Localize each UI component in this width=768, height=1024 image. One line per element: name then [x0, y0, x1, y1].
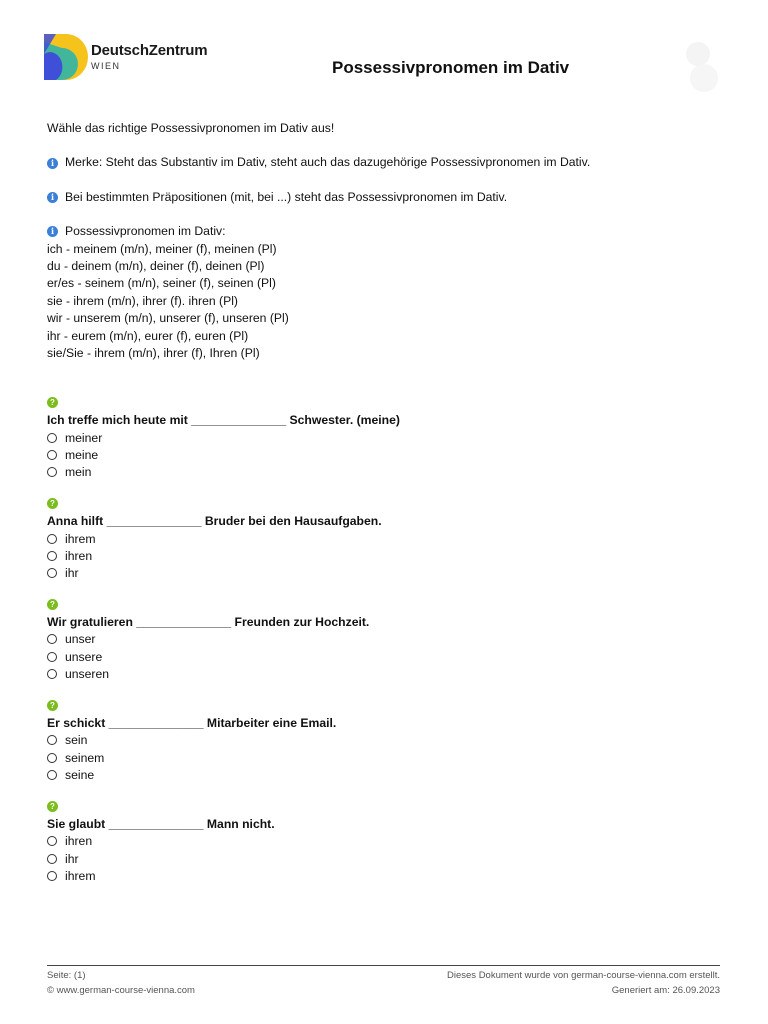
option-label: unseren	[65, 667, 110, 682]
radio-button[interactable]	[47, 450, 57, 460]
note-line: er/es - seinem (m/n), seiner (f), seinen (Pl)	[47, 276, 276, 291]
option-label: ihr	[65, 851, 79, 866]
question-text: Anna hilft ______________ Bruder bei den Hausaufgaben.	[47, 513, 382, 528]
question-text: Wir gratulieren ______________ Freunden zur Hochzeit.	[47, 614, 370, 629]
page-header	[0, 0, 768, 100]
question-item	[47, 397, 727, 481]
option-label: seine	[65, 767, 95, 782]
note-text: Merke: Steht das Substantiv im Dativ, steht auch das dazugehörige Possessivpronomen im Dativ.	[65, 155, 591, 170]
intro-text: Wähle das richtige Possessivpronomen im Dativ aus!	[47, 121, 335, 135]
note-line: wir - unserem (m/n), unserer (f), unseren (Pl)	[47, 311, 289, 326]
radio-button[interactable]	[47, 433, 57, 443]
question-item	[47, 498, 727, 582]
radio-button[interactable]	[47, 735, 57, 745]
watermark-icon	[672, 38, 724, 98]
copyright-text: © www.german-course-vienna.com	[47, 984, 195, 996]
option-label: unser	[65, 632, 96, 647]
note-first-line	[47, 154, 727, 171]
note-line: du - deinem (m/n), deiner (f), deinen (Pl)	[47, 259, 265, 274]
info-note	[47, 223, 727, 362]
option-label: ihrem	[65, 531, 96, 546]
radio-button[interactable]	[47, 770, 57, 780]
option-label: ihr	[65, 566, 79, 581]
question-item	[47, 700, 727, 784]
info-icon: i	[47, 192, 58, 203]
radio-button[interactable]	[47, 836, 57, 846]
answer-option[interactable]	[47, 732, 727, 749]
page-number: Seite: (1)	[47, 970, 86, 981]
answer-option[interactable]	[47, 547, 727, 564]
radio-button[interactable]	[47, 871, 57, 881]
answer-option[interactable]	[47, 446, 727, 463]
brand-name: DeutschZentrum	[91, 42, 208, 59]
option-label: mein	[65, 465, 92, 480]
answer-option[interactable]	[47, 749, 727, 766]
radio-button[interactable]	[47, 669, 57, 679]
note-text: Possessivpronomen im Dativ:	[65, 224, 226, 239]
note-line: ihr - eurem (m/n), eurer (f), euren (Pl)	[47, 328, 249, 343]
option-label: ihren	[65, 834, 93, 849]
note-line: sie - ihrem (m/n), ihrer (f). ihren (Pl)	[47, 293, 238, 308]
option-label: unsere	[65, 649, 103, 664]
info-icon: i	[47, 226, 58, 237]
page-footer	[47, 965, 720, 996]
answer-option[interactable]	[47, 867, 727, 884]
answer-option[interactable]	[47, 665, 727, 682]
answer-option[interactable]	[47, 648, 727, 665]
radio-button[interactable]	[47, 467, 57, 477]
note-text: Bei bestimmten Präpositionen (mit, bei ...) steht das Possessivpronomen im Dativ.	[65, 189, 508, 204]
question-mark-icon: ?	[47, 397, 58, 408]
question-mark-icon: ?	[47, 599, 58, 610]
notes-list	[47, 154, 727, 362]
info-icon: i	[47, 158, 58, 169]
created-by-text: Dieses Dokument wurde von german-course-vienna.com erstellt.	[447, 970, 720, 981]
answer-option[interactable]	[47, 766, 727, 783]
answer-option[interactable]	[47, 564, 727, 581]
question-text: Ich treffe mich heute mit ______________ Schwester. (meine)	[47, 413, 400, 427]
note-line: ich - meinem (m/n), meiner (f), meinen (Pl)	[47, 241, 277, 256]
answer-option[interactable]	[47, 850, 727, 867]
brand-subtitle: WIEN	[91, 61, 121, 71]
note-line: sie/Sie - ihrem (m/n), ihrer (f), Ihren (Pl)	[47, 346, 260, 361]
radio-button[interactable]	[47, 753, 57, 763]
question-item	[47, 801, 727, 885]
radio-button[interactable]	[47, 551, 57, 561]
answer-option[interactable]	[47, 631, 727, 648]
option-label: ihren	[65, 548, 93, 563]
note-first-line	[47, 189, 727, 206]
option-label: meiner	[65, 430, 103, 445]
info-note	[47, 154, 727, 171]
answer-option[interactable]	[47, 429, 727, 446]
document-title: Possessivpronomen im Dativ	[332, 58, 570, 77]
footer-left	[47, 969, 195, 998]
option-label: seinem	[65, 750, 105, 765]
question-text: Sie glaubt ______________ Mann nicht.	[47, 816, 275, 831]
question-mark-icon: ?	[47, 700, 58, 711]
questions-list	[47, 397, 727, 901]
question-mark-icon: ?	[47, 498, 58, 509]
answer-option[interactable]	[47, 833, 727, 850]
radio-button[interactable]	[47, 534, 57, 544]
answer-option[interactable]	[47, 464, 727, 481]
question-mark-icon: ?	[47, 801, 58, 812]
answer-option[interactable]	[47, 530, 727, 547]
option-label: ihrem	[65, 868, 96, 883]
note-first-line	[47, 223, 727, 240]
question-item	[47, 599, 727, 683]
instructions	[47, 120, 727, 379]
radio-button[interactable]	[47, 568, 57, 578]
radio-button[interactable]	[47, 854, 57, 864]
info-note	[47, 189, 727, 206]
radio-button[interactable]	[47, 652, 57, 662]
generated-date: Generiert am: 26.09.2023	[611, 984, 720, 996]
deutschzentrum-logo	[42, 32, 90, 82]
radio-button[interactable]	[47, 634, 57, 644]
question-text: Er schickt ______________ Mitarbeiter eine Email.	[47, 715, 337, 730]
footer-right	[447, 969, 720, 998]
option-label: meine	[65, 447, 99, 462]
option-label: sein	[65, 733, 88, 748]
